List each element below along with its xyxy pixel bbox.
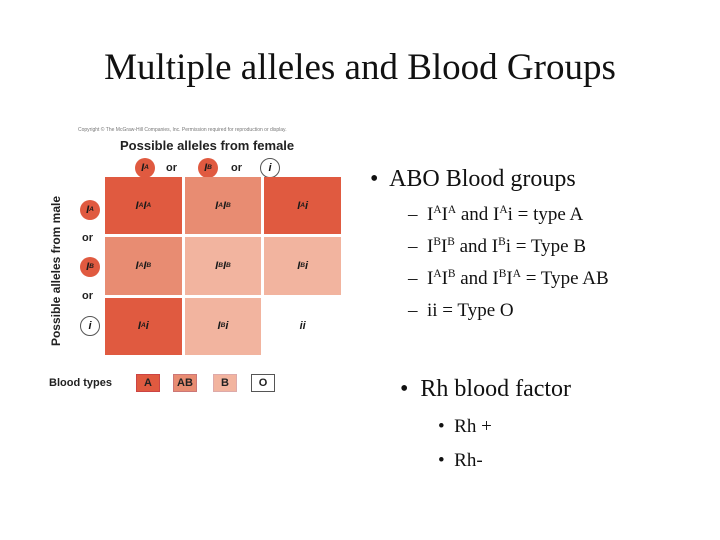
genotype-cell: I A I B [185,177,262,234]
abo-item-text: $I^BI^B$ and $I^Bi$ = Type B [427,236,587,257]
genotype-cell: I A i [105,298,182,355]
genotype-cell: I A I A [105,177,182,234]
blood-type-a: A [136,374,160,392]
punnett-grid [105,177,341,355]
abo-item: – $I^AI^B$ and $I^BI^A$ = Type AB [408,268,609,289]
rh-item-text: Rh + [454,416,492,437]
or-label: or [166,162,177,174]
bullet-rh-text: Rh blood factor [420,376,572,402]
copyright-notice: Copyright © The McGraw-Hill Companies, Inc. Permission required for reproduction or display. [78,127,287,133]
abo-item-text: $I^AI^B$ and $I^BI^A$ = Type AB [427,268,609,289]
rh-item: • Rh- [438,450,483,471]
punnett-square-figure [40,124,340,404]
abo-item: – $I^AI^A$ and $I^Ai$ = type A [408,204,584,225]
female-alleles-heading: Possible alleles from female [120,138,295,153]
male-allele-ia: I A [80,200,100,220]
rh-item-text: Rh- [454,450,483,471]
blood-type-o: O [251,374,275,392]
blood-types-label: Blood types [49,377,112,389]
male-alleles-heading: Possible alleles from male [49,195,63,347]
male-allele-ib: I B [80,257,100,277]
genotype-cell: I B i [264,237,341,294]
or-label: or [82,232,93,244]
or-label: or [82,290,93,302]
genotype-cell: I A i [264,177,341,234]
female-allele-i: i [260,158,280,178]
female-allele-ia: I A [135,158,155,178]
genotype-cell: ii [264,298,341,355]
genotype-cell: I A I B [105,237,182,294]
female-allele-ib: I B [198,158,218,178]
genotype-cell: I B i [185,298,262,355]
or-label: or [231,162,242,174]
bullet-rh: • Rh blood factor [400,376,572,402]
male-allele-i: i [80,316,100,336]
blood-type-ab: AB [173,374,197,392]
abo-item: – ii = Type O [408,300,514,321]
bullet-abo-text: ABO Blood groups [389,166,576,192]
genotype-cell: I B I B [185,237,262,294]
abo-item-text: ii = Type O [427,300,514,321]
abo-item-text: $I^AI^A$ and $I^Ai$ = type A [427,204,584,225]
bullet-abo: • ABO Blood groups [370,166,576,192]
rh-item: • Rh + [438,416,492,437]
blood-type-b: B [213,374,237,392]
slide-title: Multiple alleles and Blood Groups [104,47,616,88]
abo-item: – $I^BI^B$ and $I^Bi$ = Type B [408,236,587,257]
